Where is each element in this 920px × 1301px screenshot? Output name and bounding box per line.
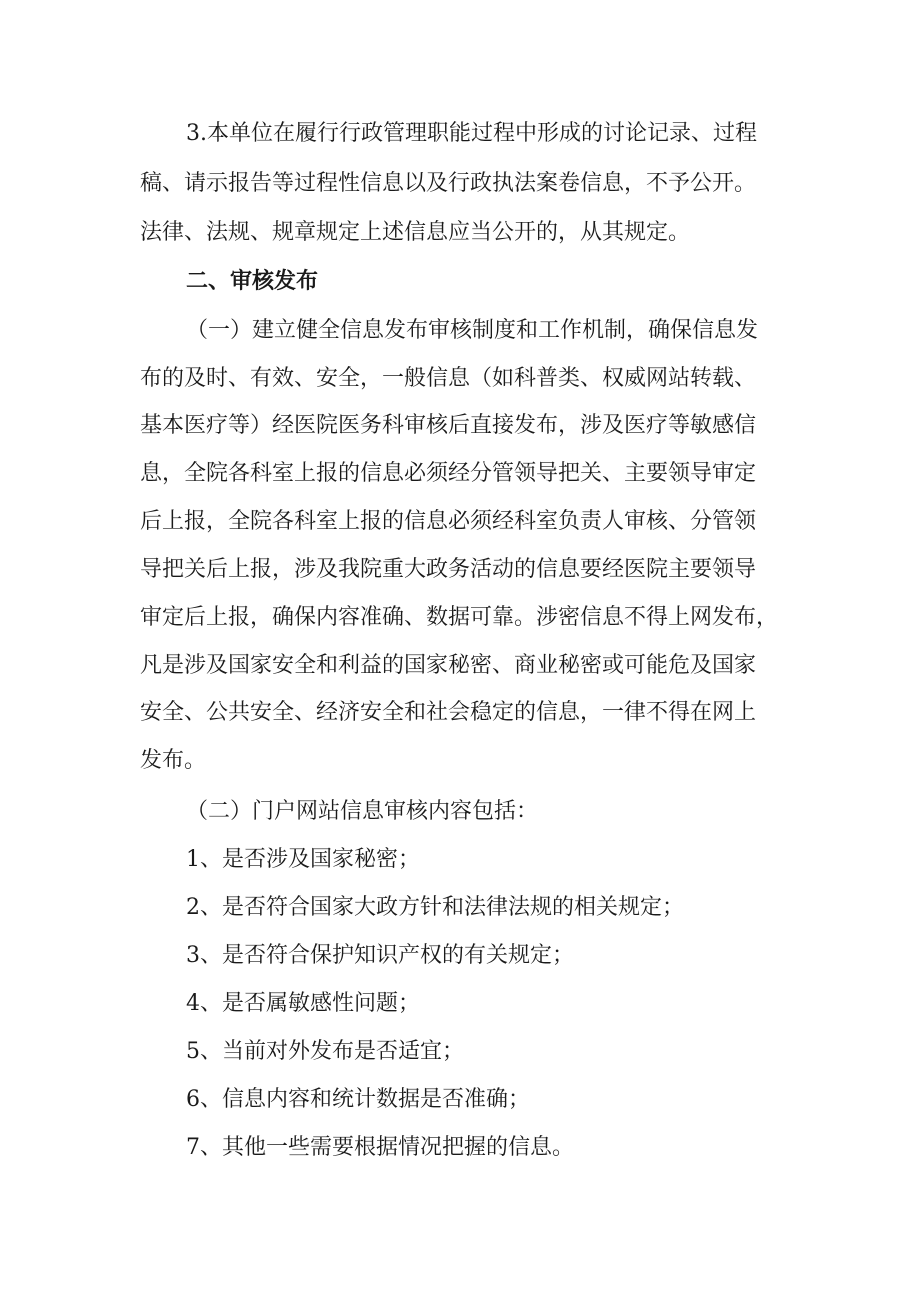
- list-item-7: 7、其他一些需要根据情况把握的信息。: [186, 1135, 574, 1160]
- paragraph-3-line-3: 法律、法规、规章规定上述信息应当公开的，从其规定。: [140, 220, 691, 245]
- list-item-5: 5、当前对外发布是否适宜；: [186, 1039, 464, 1064]
- list-item-3: 3、是否符合保护知识产权的有关规定；: [186, 943, 574, 968]
- subsection-1-line-4: 息，全院各科室上报的信息必须经分管领导把关、主要领导审定: [140, 461, 757, 486]
- subsection-2-intro: （二）门户网站信息审核内容包括：: [186, 799, 539, 824]
- list-item-1: 1、是否涉及国家秘密；: [186, 847, 420, 872]
- subsection-1-line-2: 布的及时、有效、安全，一般信息（如科普类、权威网站转载、: [140, 366, 757, 391]
- paragraph-3-line-1: 3.本单位在履行行政管理职能过程中形成的讨论记录、过程: [186, 121, 757, 146]
- subsection-1-line-9: 安全、公共安全、经济安全和社会稳定的信息，一律不得在网上: [140, 700, 757, 725]
- subsection-1-line-7: 审定后上报，确保内容准确、数据可靠。涉密信息不得上网发布，: [140, 605, 779, 630]
- paragraph-3-line-2: 稿、请示报告等过程性信息以及行政执法案卷信息，不予公开。: [140, 171, 757, 196]
- subsection-1-line-1: （一）建立健全信息发布审核制度和工作机制，确保信息发: [186, 318, 759, 343]
- list-item-2: 2、是否符合国家大政方针和法律法规的相关规定；: [186, 895, 684, 920]
- list-item-4: 4、是否属敏感性问题；: [186, 991, 420, 1016]
- subsection-1-line-3: 基本医疗等）经医院医务科审核后直接发布，涉及医疗等敏感信: [140, 413, 757, 438]
- subsection-1-line-5: 后上报，全院各科室上报的信息必须经科室负责人审核、分管领: [140, 509, 757, 534]
- list-item-6: 6、信息内容和统计数据是否准确；: [186, 1087, 530, 1112]
- subsection-1-line-8: 凡是涉及国家安全和利益的国家秘密、商业秘密或可能危及国家: [140, 653, 757, 678]
- subsection-1-line-6: 导把关后上报，涉及我院重大政务活动的信息要经医院主要领导: [140, 557, 757, 582]
- subsection-1-line-10: 发布。: [140, 748, 207, 773]
- section-heading: 二、审核发布: [186, 269, 319, 294]
